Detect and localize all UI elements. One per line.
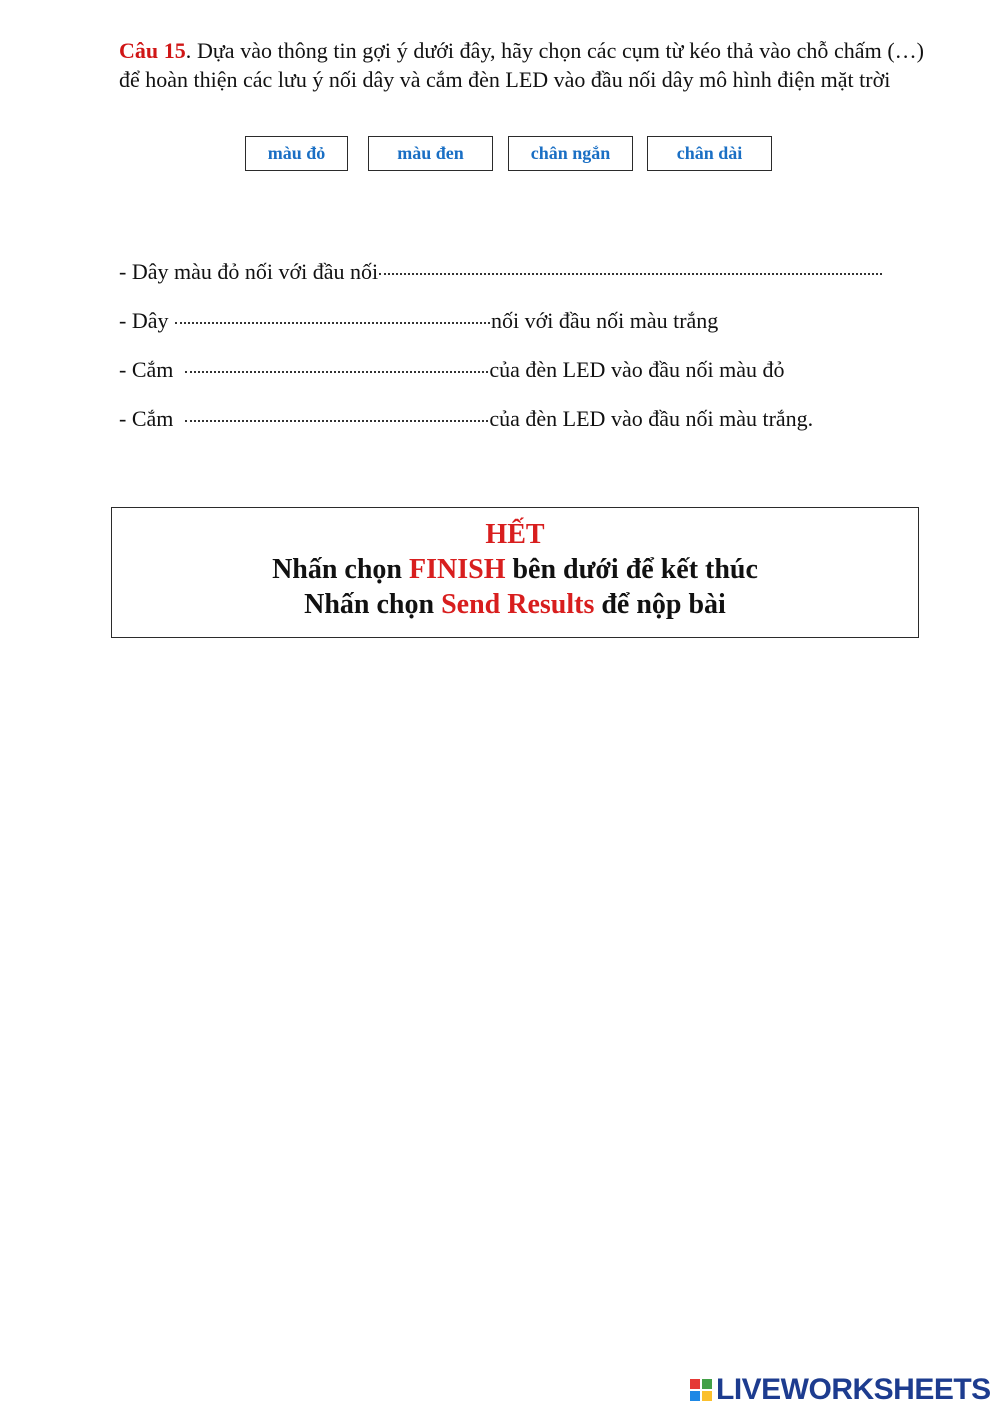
send-instruction-post: để nộp bài	[594, 589, 726, 620]
sentence-3-after: của đèn LED vào đầu nối màu đỏ	[489, 357, 785, 382]
logo-square-1	[690, 1379, 700, 1389]
drag-options	[0, 136, 1000, 174]
sentence-4-after: của đèn LED vào đầu nối màu trắng.	[489, 406, 814, 431]
sentence-2-before: - Dây	[119, 308, 174, 333]
question-number: Câu 15	[119, 38, 186, 63]
logo-square-3	[690, 1391, 700, 1401]
logo-mark-icon	[690, 1379, 712, 1401]
drag-option-chan-dai[interactable]: chân dài	[647, 136, 772, 171]
drop-blank-3[interactable]	[185, 349, 488, 373]
send-instruction-pre: Nhấn chọn	[304, 589, 442, 620]
sentence-3	[119, 353, 784, 383]
sentence-4-before: - Cắm	[119, 406, 185, 431]
sentence-1	[119, 255, 883, 285]
sentence-2	[119, 304, 718, 334]
end-notice-box	[111, 507, 919, 638]
sentence-4	[119, 402, 813, 432]
finish-instruction	[112, 552, 918, 587]
question-instructions: . Dựa vào thông tin gợi ý dưới đây, hãy chọn các cụm từ kéo thả vào chỗ chấm (…) để hoàn thiện các lưu ý nối dây và cắm đèn LED vào đầu nối dây mô hình điện mặt trời	[119, 38, 925, 92]
sentence-3-before: - Cắm	[119, 357, 185, 382]
drag-option-mau-do[interactable]: màu đỏ	[245, 136, 348, 171]
drag-option-mau-den[interactable]: màu đen	[368, 136, 493, 171]
drop-blank-2[interactable]	[175, 300, 490, 324]
finish-keyword: FINISH	[409, 554, 506, 585]
question-text	[119, 36, 924, 94]
liveworksheets-logo	[690, 1373, 991, 1407]
drag-option-chan-ngan[interactable]: chân ngắn	[508, 136, 633, 171]
drop-blank-1[interactable]	[379, 251, 882, 275]
end-title: HẾT	[485, 519, 545, 550]
send-results-instruction	[112, 587, 918, 622]
logo-text: LIVEWORKSHEETS	[716, 1373, 991, 1406]
sentence-2-after: nối với đầu nối màu trắng	[490, 308, 719, 333]
finish-instruction-post: bên dưới để kết thúc	[505, 554, 758, 585]
send-results-keyword: Send Results	[441, 589, 595, 620]
logo-square-4	[702, 1391, 712, 1401]
drop-blank-4[interactable]	[185, 398, 488, 422]
logo-square-2	[702, 1379, 712, 1389]
sentence-1-text: - Dây màu đỏ nối với đầu nối	[119, 259, 379, 284]
finish-instruction-pre: Nhấn chọn	[272, 554, 409, 585]
